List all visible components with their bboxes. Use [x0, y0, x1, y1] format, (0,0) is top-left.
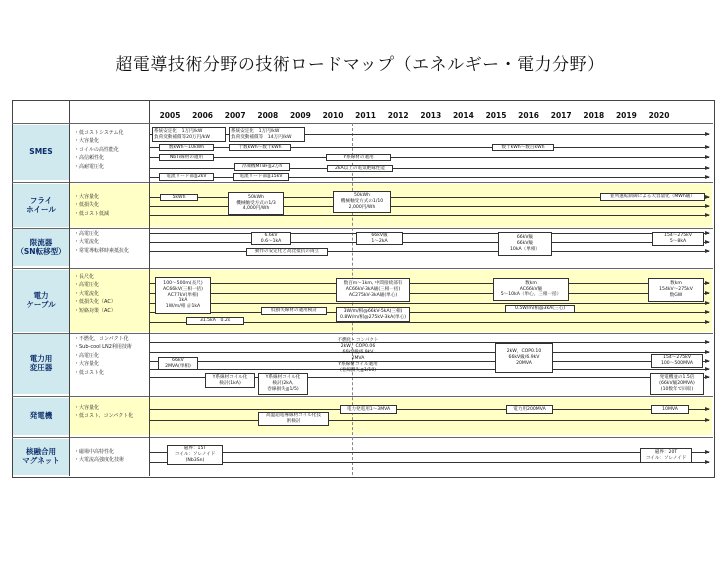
- category-fcl: 限流器 （SN転移型）: [13, 229, 69, 266]
- year-2015: 2015: [485, 111, 507, 120]
- cable-loss-2011: 3W/m/相@66kV-5kA(三相) 0.8W/m/相@275kV-3kA(単心): [336, 307, 410, 322]
- flywheel-bullets: ・大容量化 ・低損失化 ・低コスト低減: [74, 194, 110, 217]
- flywheel-5kwh: 5kWh: [160, 194, 198, 201]
- flywheel-50kwh-b: 50kWh 機械軸受方式の1/10 2,000円/Wh: [333, 191, 391, 213]
- year-2019: 2019: [615, 111, 637, 120]
- smes-capacity-1: 数kWh～10kWh: [159, 144, 214, 151]
- smes-insulation: 2kA以上の電気絶縁性能: [327, 165, 393, 172]
- transformer-ycoil-2ka: Y系線材コイル化 検討(2kA, 巻線損失≦1/5): [258, 373, 308, 395]
- category-cable: 電力 ケーブル: [13, 270, 69, 332]
- cable-2011: 数百m～1km, 中間接続部有 AC66kV-3kA級(三相一括) AC275kV-3kA級(単心): [336, 278, 410, 302]
- fcl-6kv: 6.6kV 0.6～1kA: [251, 232, 291, 245]
- category-magnet: 核融合用 マグネット: [13, 439, 69, 475]
- cable-shortcircuit: 31.5kA 0.2s: [186, 317, 244, 325]
- year-2007: 2007: [224, 111, 246, 120]
- generator-hts-coil: 高温超電導線材コイル化技 術検討: [258, 412, 329, 426]
- flywheel-50kwh-a: 50kWh 機械軸受方式の1/3 4,000円/Wh: [228, 192, 284, 215]
- cable-bullets: ・長尺化 ・高電圧化 ・大電流化 ・低損失化（AC） ・短絡対策（AC）: [74, 274, 116, 314]
- generator-bullets: ・大容量化 ・低コスト、コンパクト化: [74, 405, 134, 420]
- transformer-2016: 2kW，COP0.10 66kV級/6.9kV 20MVA: [495, 343, 553, 373]
- smes-ybco: Y系線材の適用: [326, 154, 391, 161]
- smes-cooler: 冷凍機MTBF≧2万h: [234, 163, 290, 171]
- cable-2005: 100～500m(長尺) AC66kV(三相一括) AC77kV(単相) 1kA 1W/m/相 ＠1kA: [155, 277, 211, 314]
- smes-capacity-2: 十数kWh～数十kWh: [229, 144, 291, 151]
- transformer-154kv: 154～275kV 100～500MVA: [651, 354, 703, 368]
- generator-1mva: 電力発電用1～3MVA: [340, 405, 397, 414]
- transformer-cost: 発電機並の1.5倍 (66kV級20MVA) (10数年で回収): [650, 373, 704, 395]
- smes-cost-2010: 系統安定化 1万円/kW 負荷変動補償等 14万円/kW: [229, 127, 305, 142]
- cable-lowloss: 低損失線材の適用検討: [261, 307, 327, 315]
- smes-bullets: ・低コストシステム化 ・大容量化 ・コイルの高性能化 ・高信頼性化 ・高耐電圧化: [74, 130, 124, 170]
- flywheel-parallel: 並列運転制御による大容量化（MWh級）: [600, 193, 705, 201]
- year-2011: 2011: [355, 111, 377, 120]
- year-2009: 2009: [289, 111, 311, 120]
- fcl-bullets: ・高電圧化 ・大電流化 ・常電導転移時素抵抗化: [74, 231, 130, 254]
- cable-loss-2016: 0.5W/m/相@3kA(三心): [505, 305, 575, 313]
- page-title: 超電導技術分野の技術ロードマップ（エネルギー・電力分野）: [115, 55, 605, 75]
- generator-10mva: 10MVA: [651, 405, 689, 414]
- smes-lead-2kv: 電流リード部≧2kV: [159, 173, 214, 181]
- year-2005: 2005: [159, 111, 181, 120]
- smes-capacity-3: 数十kWh～数百kWh: [492, 144, 554, 151]
- transformer-bullets: ・不燃化，コンパクト化 ・Sub-cool LN2利用技術 ・高電圧化 ・大容量化 ・低コスト化: [74, 336, 132, 376]
- year-2017: 2017: [550, 111, 572, 120]
- year-2016: 2016: [518, 111, 540, 120]
- category-flywheel: フライ ホイール: [13, 184, 69, 227]
- smes-nbti: NbTi線材の適用: [159, 154, 214, 161]
- year-2013: 2013: [420, 111, 442, 120]
- smes-cost-2007: 系統安定化 1万円/kW 負荷変動補償等20万円/kW: [152, 127, 226, 142]
- year-2014: 2014: [452, 111, 474, 120]
- category-smes: SMES: [13, 125, 69, 180]
- year-2008: 2008: [257, 111, 279, 120]
- fcl-66kv-a: 66kV級 1～2kA: [356, 232, 403, 245]
- magnet-bullets: ・磁場中高特性化 ・大電流高強度化技術: [74, 449, 125, 464]
- generator-200mva: 電力用200MVA: [506, 405, 553, 414]
- fcl-66kv-b: 66kV級 66kV級 10kA（単相）: [498, 232, 552, 256]
- cable-2020: 数km 154kV～275kV 数GW: [648, 278, 704, 302]
- year-2012: 2012: [387, 111, 409, 120]
- year-2020: 2020: [648, 111, 670, 120]
- year-2010: 2010: [322, 111, 344, 120]
- category-generator: 発電機: [13, 398, 69, 435]
- category-transformer: 電力用 変圧器: [13, 334, 69, 394]
- cable-2016: 数km AC66kV級 5～10kA（単心，三相一括）: [493, 278, 569, 301]
- year-2006: 2006: [192, 111, 214, 120]
- year-2018: 2018: [583, 111, 605, 120]
- magnet-20t: 磁界：20T コイル：ソレノイド: [640, 448, 692, 463]
- transformer-2011: 不燃化・コンパクト 2kW，COP0.06 66kV級/6.9kV 2MVA Y系線材コイル適用 (巻線損失≦1/10): [337, 338, 379, 373]
- transformer-66kv: 66kV 2MVA(単相): [158, 357, 198, 370]
- fcl-154kv: 154～275kV 5～8kA: [652, 232, 704, 246]
- smes-lead-15kv: 電流リード部≧15kV: [233, 173, 289, 181]
- magnet-15t: 磁界：15T コイル：ソレノイド (Nb3Sn): [167, 445, 223, 465]
- band-generator: [69, 398, 712, 435]
- fcl-stability: 動作の安定化と高比抵抗の両立: [246, 248, 328, 256]
- transformer-ycoil-1ka: Y系線材コイル化 検討(1kA): [205, 373, 255, 388]
